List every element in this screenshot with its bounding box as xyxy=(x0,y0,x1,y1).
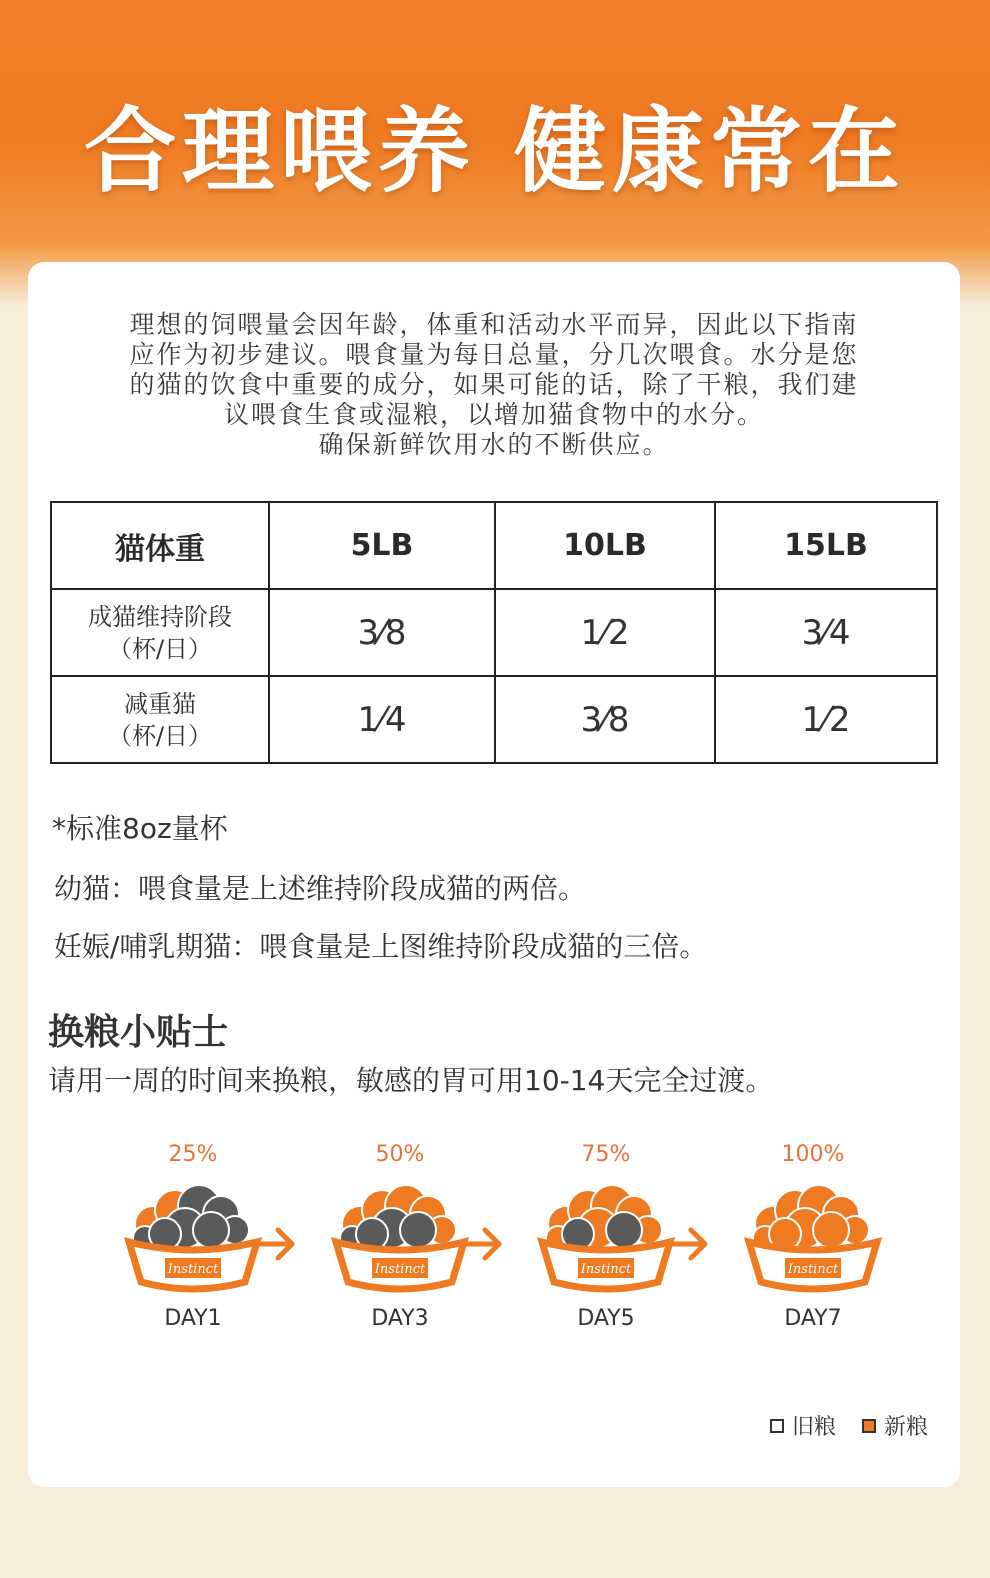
legend-new xyxy=(862,1410,928,1441)
step-day-label: DAY1 xyxy=(164,1306,222,1331)
header-10lb: 10LB xyxy=(495,502,715,589)
arrow-right-icon xyxy=(663,1224,711,1264)
step-percent: 75% xyxy=(581,1142,631,1167)
intro-text xyxy=(88,310,900,460)
row-label-name: 成猫维持阶段 xyxy=(88,602,232,631)
row-label xyxy=(51,589,269,676)
cup-note: *标准8oz量杯 xyxy=(52,812,228,845)
table-cell: 3⁄4 xyxy=(715,589,937,676)
food-bowl-icon xyxy=(743,1172,883,1298)
tips-title: 换粮小贴士 xyxy=(48,1012,229,1053)
intro-line: 确保新鲜饮用水的不断供应。 xyxy=(318,430,670,459)
table-cell: 1⁄2 xyxy=(495,589,715,676)
intro-line: 议喂食生食或湿粮，以增加猫食物中的水分。 xyxy=(223,400,764,429)
brand-label: Instinct xyxy=(374,1262,426,1277)
step-day-label: DAY3 xyxy=(371,1306,429,1331)
step-day xyxy=(728,1142,898,1342)
legend-old xyxy=(770,1410,836,1441)
table-cell: 3⁄8 xyxy=(269,589,495,676)
row-label-name: 减重猫 xyxy=(124,689,196,718)
legend-new-label: 新粮 xyxy=(883,1415,928,1440)
banner-title: 合理喂养 健康常在 xyxy=(83,98,907,205)
food-bowl-icon xyxy=(123,1172,263,1298)
intro-line: 理想的饲喂量会因年龄，体重和活动水平而异，因此以下指南 xyxy=(129,310,859,339)
old-food-swatch-icon xyxy=(770,1419,784,1433)
new-food-swatch-icon xyxy=(862,1419,876,1433)
step-day-label: DAY5 xyxy=(577,1306,635,1331)
arrow-right-icon xyxy=(457,1224,505,1264)
header-banner xyxy=(0,0,990,305)
content-card xyxy=(28,262,960,1487)
table-header-row xyxy=(51,502,937,589)
step-percent: 100% xyxy=(781,1142,845,1167)
header-15lb: 15LB xyxy=(715,502,937,589)
legend xyxy=(744,1410,928,1441)
table-row xyxy=(51,589,937,676)
transition-steps xyxy=(28,1142,960,1342)
intro-line: 应作为初步建议。喂食量为每日总量，分几次喂食。水分是您 xyxy=(129,340,859,369)
brand-label: Instinct xyxy=(167,1262,219,1277)
header-5lb: 5LB xyxy=(269,502,495,589)
step-percent: 25% xyxy=(168,1142,218,1167)
kitten-note: 幼猫：喂食量是上述维持阶段成猫的两倍。 xyxy=(54,872,587,905)
header-cat-weight: 猫体重 xyxy=(51,502,269,589)
arrow-right-icon xyxy=(250,1224,298,1264)
step-day-label: DAY7 xyxy=(784,1306,842,1331)
step-percent: 50% xyxy=(375,1142,425,1167)
legend-old-label: 旧粮 xyxy=(791,1415,836,1440)
row-label-unit: （杯/日） xyxy=(107,634,213,663)
pregnant-note: 妊娠/哺乳期猫：喂食量是上图维持阶段成猫的三倍。 xyxy=(54,930,708,963)
food-bowl-icon xyxy=(330,1172,470,1298)
table-row xyxy=(51,676,937,763)
table-cell: 3⁄8 xyxy=(495,676,715,763)
table-cell: 1⁄4 xyxy=(269,676,495,763)
feeding-table xyxy=(50,501,938,764)
row-label-unit: （杯/日） xyxy=(107,721,213,750)
tips-text: 请用一周的时间来换粮，敏感的胃可用10-14天完全过渡。 xyxy=(48,1064,774,1097)
table-cell: 1⁄2 xyxy=(715,676,937,763)
brand-label: Instinct xyxy=(580,1262,632,1277)
food-bowl-icon xyxy=(536,1172,676,1298)
row-label xyxy=(51,676,269,763)
intro-line: 的猫的饮食中重要的成分，如果可能的话，除了干粮，我们建 xyxy=(129,370,859,399)
brand-label: Instinct xyxy=(787,1262,839,1277)
